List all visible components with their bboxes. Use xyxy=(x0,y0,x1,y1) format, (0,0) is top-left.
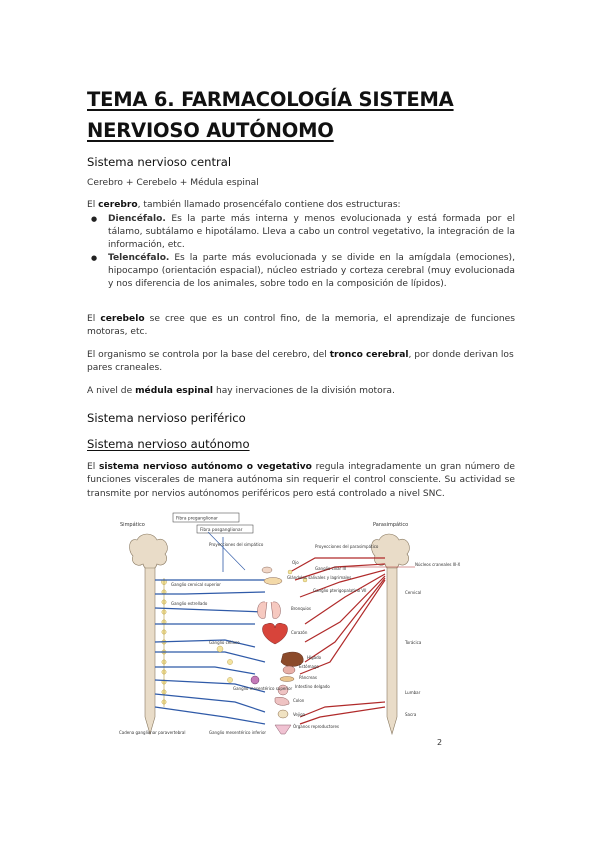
label-parasimpatico: Parasimpático xyxy=(373,522,409,528)
brain-structures-list xyxy=(87,213,515,292)
label-organos: Órganos reproductores xyxy=(293,724,340,729)
cerebro-intro: El cerebro, también llamado prosencéfalo contiene dos estructuras: xyxy=(87,200,401,210)
label-ganglio-mes-inf: Ganglio mesentérico inferior xyxy=(209,730,267,735)
corazon-organ xyxy=(262,623,287,644)
label-corazon: Corazón xyxy=(291,630,308,635)
label-estomago: Estómago xyxy=(299,664,319,669)
medula-paragraph: A nivel de médula espinal hay inervaciones de la división motora. xyxy=(87,386,395,396)
label-bronquios: Bronquios xyxy=(291,606,311,611)
label-ganglio-ciliar: Ganglio ciliar III xyxy=(315,566,347,571)
label-vejiga: Vejiga xyxy=(293,712,306,717)
pancreas-accent xyxy=(251,676,259,684)
snc-components-line: Cerebro + Cerebelo + Médula espinal xyxy=(87,178,259,188)
vejiga-organ xyxy=(278,710,288,718)
bronquios-organ xyxy=(258,602,281,619)
label-ganglio-cervical: Ganglio cervical superior xyxy=(171,582,221,587)
colon-organ xyxy=(275,697,289,705)
label-glandulas: Glándulas salivales y lagrimales xyxy=(287,575,352,580)
cerebelo-paragraph: El cerebelo se cree que es un control fino, de la memoria, el aprendizaje de funciones motoras, etc. xyxy=(87,314,515,338)
heading-snp: Sistema nervioso periférico xyxy=(87,411,246,425)
page-number: 2 xyxy=(437,738,443,747)
label-colon: Colon xyxy=(293,698,305,703)
label-ojo: Ojo xyxy=(292,560,299,565)
label-toracica: Torácica xyxy=(405,640,422,645)
label-lumbar: Lumbar xyxy=(405,690,421,695)
label-ganglio-estrellado: Ganglio estrellado xyxy=(171,601,208,606)
sna-paragraph: El sistema nervioso autónomo o vegetativo regula integradamente un gran número de funciones viscerales de manera autónoma sin requerir el control consciente. Su actividad se transmite por nervios autónomos periféricos pero está controlado a nivel SNC. xyxy=(87,462,515,499)
left-cns-illustration xyxy=(130,534,168,734)
pancreas-organ xyxy=(280,677,294,682)
organos-organ xyxy=(275,725,291,734)
glandulas-organ xyxy=(264,578,282,585)
heading-sna: Sistema nervioso autónomo xyxy=(87,437,250,451)
legend-post-label: Fibra posganglionar xyxy=(200,528,243,533)
heading-snc: Sistema nervioso central xyxy=(87,155,232,169)
ans-diagram xyxy=(115,512,461,737)
label-sacra: Sacra xyxy=(405,712,417,717)
label-proy-simp: Proyecciones del simpático xyxy=(209,542,264,547)
ojo-organ xyxy=(262,567,272,573)
label-proy-para: Proyecciones del parasimpático xyxy=(315,544,379,549)
page-title: TEMA 6. FARMACOLOGÍA SISTEMA NERVIOSO AUTÓNOMO xyxy=(87,88,454,142)
label-ganglio-mes-sup: Ganglio mesentérico superior xyxy=(233,686,293,691)
label-intestino: Intestino delgado xyxy=(295,684,330,689)
sympathetic-fibers xyxy=(155,532,265,724)
list-item-telencefalo: ● Telencéfalo. Es la parte más evolucionada y se divide en la amígdala (emociones), hipocampo (orientación espacial), núcleo estriado y corteza cerebral (muy evolucionada y nos diferencia de los animales, sobre todo en la composición de lípidos). xyxy=(87,252,515,291)
estomago-organ xyxy=(283,666,295,674)
list-item-diencefalo: ● Diencéfalo. Es la parte más interna y menos evolucionada y está formada por el tálamo, subtálamo e hipotálamo. Lleva a cabo un control vegetativo, la integración de la información, etc. xyxy=(87,213,515,252)
legend-pre-label: Fibra preganglionar xyxy=(176,516,218,522)
label-higado: Hígado xyxy=(307,655,322,660)
label-ganglio-celiaco: Ganglio celíaco xyxy=(209,640,240,645)
tronco-paragraph: El organismo se controla por la base del cerebro, del tronco cerebral, por donde derivan los pares craneales. xyxy=(87,350,514,374)
label-cervical: Cervical xyxy=(405,590,422,595)
label-pancreas: Páncreas xyxy=(299,675,317,680)
label-cadena: Cadena ganglionar paravertebral xyxy=(119,730,186,735)
label-simpatico: Simpático xyxy=(120,522,145,528)
label-nucleos: Núcleos craneales III-X xyxy=(415,562,461,567)
label-ganglio-pterigo: Ganglio pterigopalatino VII xyxy=(313,588,367,593)
